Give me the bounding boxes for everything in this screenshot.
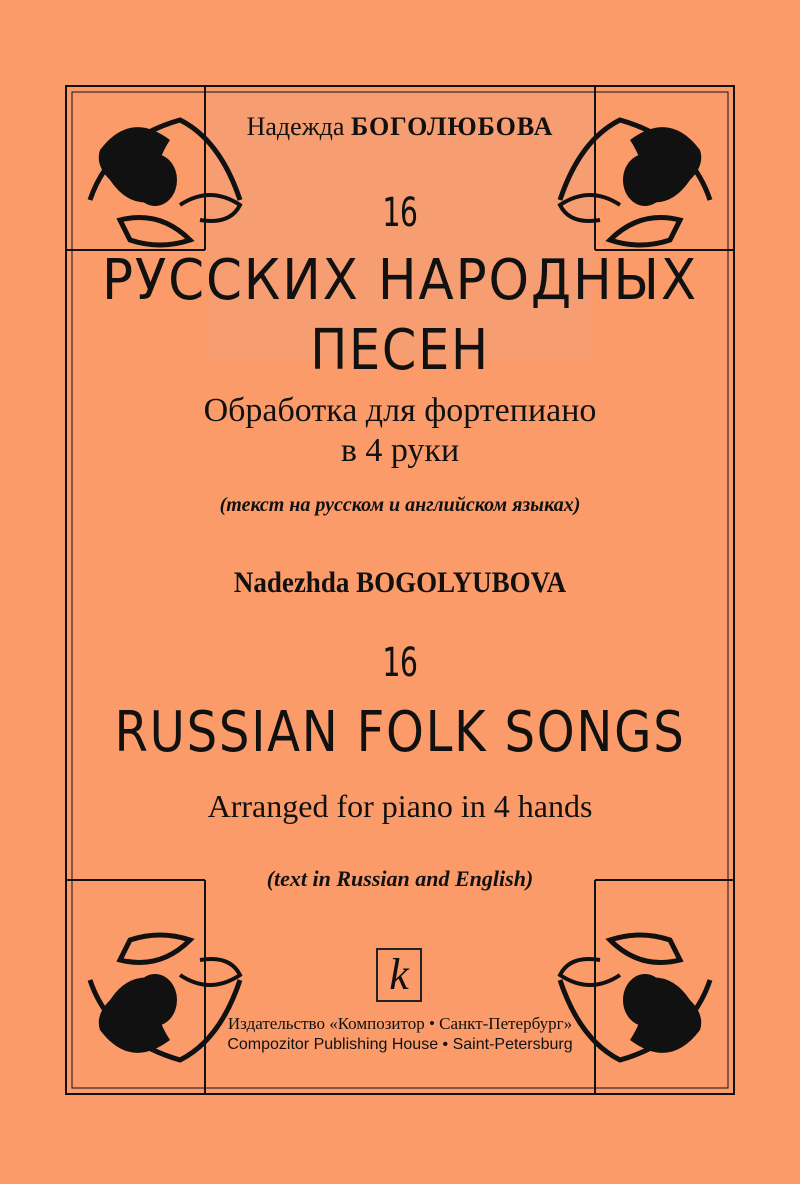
author-ru-last: БОГОЛЮБОВА bbox=[350, 112, 554, 141]
author-en: Nadezhda BOGOLYUBOVA bbox=[233, 566, 567, 599]
number-ru: 16 bbox=[381, 190, 419, 236]
publisher-en: Compozitor Publishing House • Saint-Petersburg bbox=[227, 1036, 573, 1053]
publisher-logo: k bbox=[376, 948, 422, 1002]
note-ru: (текст на русском и английском языках) bbox=[219, 494, 581, 516]
arrangement-ru-line1: Обработка для фортепиано bbox=[203, 392, 597, 429]
title-ru-line1: РУССКИХ НАРОДНЫХ bbox=[102, 248, 698, 313]
publisher-ru: Издательство «Композитор • Санкт-Петербург» bbox=[227, 1014, 573, 1033]
note-en: (text in Russian and English) bbox=[266, 866, 534, 891]
author-ru-first: Надежда bbox=[246, 112, 345, 141]
author-ru bbox=[0, 112, 800, 142]
number-en: 16 bbox=[381, 640, 419, 686]
arrangement-en: Arranged for piano in 4 hands bbox=[207, 788, 593, 824]
title-en: RUSSIAN FOLK SONGS bbox=[114, 700, 686, 765]
arrangement-ru-line2: в 4 руки bbox=[340, 432, 460, 469]
title-ru-line2: ПЕСЕН bbox=[310, 318, 490, 383]
